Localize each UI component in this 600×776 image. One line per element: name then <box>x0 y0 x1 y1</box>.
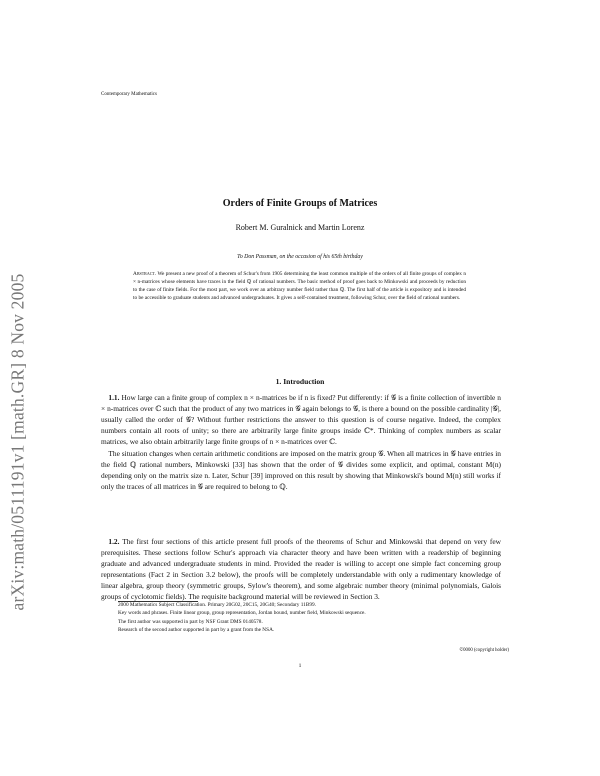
dedication: To Don Passman, on the occasion of his 65th birthday <box>237 254 363 260</box>
arxiv-id: arXiv:math/0511191v1 [math.GR] 8 Nov 2005 <box>7 273 28 611</box>
paper-title: Orders of Finite Groups of Matrices <box>222 198 378 209</box>
paragraph-number: 1.2. <box>108 537 120 546</box>
footnote-grant-2: Research of the second author supported in part by a grant from the NSA. <box>118 627 275 634</box>
abstract <box>133 270 466 302</box>
paragraph-1-1b <box>101 448 501 492</box>
paper-authors: Robert M. Guralnick and Martin Lorenz <box>235 223 365 232</box>
paragraph-number: 1.1. <box>108 393 120 402</box>
footnote-keywords: Key words and phrases. Finite linear group, group representation, Jordan bound, number field, Minkowski sequence. <box>118 610 366 617</box>
paragraph-1-1 <box>101 392 501 447</box>
abstract-label: Abstract. <box>133 271 157 277</box>
section-heading: 1. Introduction <box>275 377 325 386</box>
page-number: 1 <box>298 663 302 669</box>
footnotes <box>118 601 498 635</box>
paragraph-text: The first four sections of this article present full proofs of the theorems of Schur and Minkowski that depend on very few prerequisites. These sections follow Schur's approach via character theory and have been written with a readership of beginning graduate and advanced undergraduate students in mind. Provided the reader is willing to accept one simple fact concerning group representations (Fact 2 in Section 3.2 below), the proofs will be completely understandable with only a rudimentary knowledge of linear algebra, group theory (symmetric groups, Sylow's theorem), and some algebraic number theory (minimal polynomials, Galois groups of cyclotomic fields). The requisite background material will be reviewed in Section 3. <box>101 537 501 602</box>
paragraph-1-2 <box>101 536 501 603</box>
paragraph-text: How large can a finite group of complex n × n-matrices be if n is fixed? Put differently: if 𝒢 is a finite collection of invertible n × n-matrices over ℂ such that the product of any two matrices in 𝒢 again belongs to 𝒢, is there a bound on the possible cardinality |𝒢|, usually called the order of 𝒢? Without further restrictions the answer to this question is of course negative. Indeed, the complex numbers contain all roots of unity; so there are arbitrarily large finite groups inside ℂ*. Thinking of complex numbers as scalar matrices, we also obtain arbitrarily large finite groups of n × n-matrices over ℂ. <box>101 393 501 447</box>
abstract-text: We present a new proof of a theorem of Schur's from 1905 determining the least common multiple of the orders of all finite groups of complex n × n-matrices whose elements have traces in the field ℚ of rational numbers. The basic method of proof goes back to Minkowski and proceeds by reduction to the case of finite fields. For the most part, we work over an arbitrary number field rather than ℚ. The first half of the article is expository and is intended to be accessible to graduate students and advanced undergraduates. It gives a self-contained treatment, following Schur, over the field of rational numbers. <box>133 271 466 302</box>
copyright-notice: ©0000 (copyright holder) <box>459 648 509 653</box>
paragraph-text: The situation changes when certain arithmetic conditions are imposed on the matrix group 𝒢. When all matrices in 𝒢 have entries in the field ℚ rational numbers, Minkowski [33] has shown that the order of 𝒢 divides some explicit, and optimal, constant M(n) depending only on the matrix size n. Later, Schur [39] improved on this result by showing that Minkowski's bound M(n) still works if only the traces of all matrices in 𝒢 are required to belong to ℚ. <box>101 449 501 492</box>
footnote-msc: 2000 Mathematics Subject Classification. Primary 20G02, 20C15, 20G40; Secondary 11B99. <box>118 602 316 608</box>
footnote-grant-1: The first author was supported in part by NSF Grant DMS 0140578. <box>118 618 263 625</box>
journal-header: Contemporary Mathematics <box>101 92 157 97</box>
